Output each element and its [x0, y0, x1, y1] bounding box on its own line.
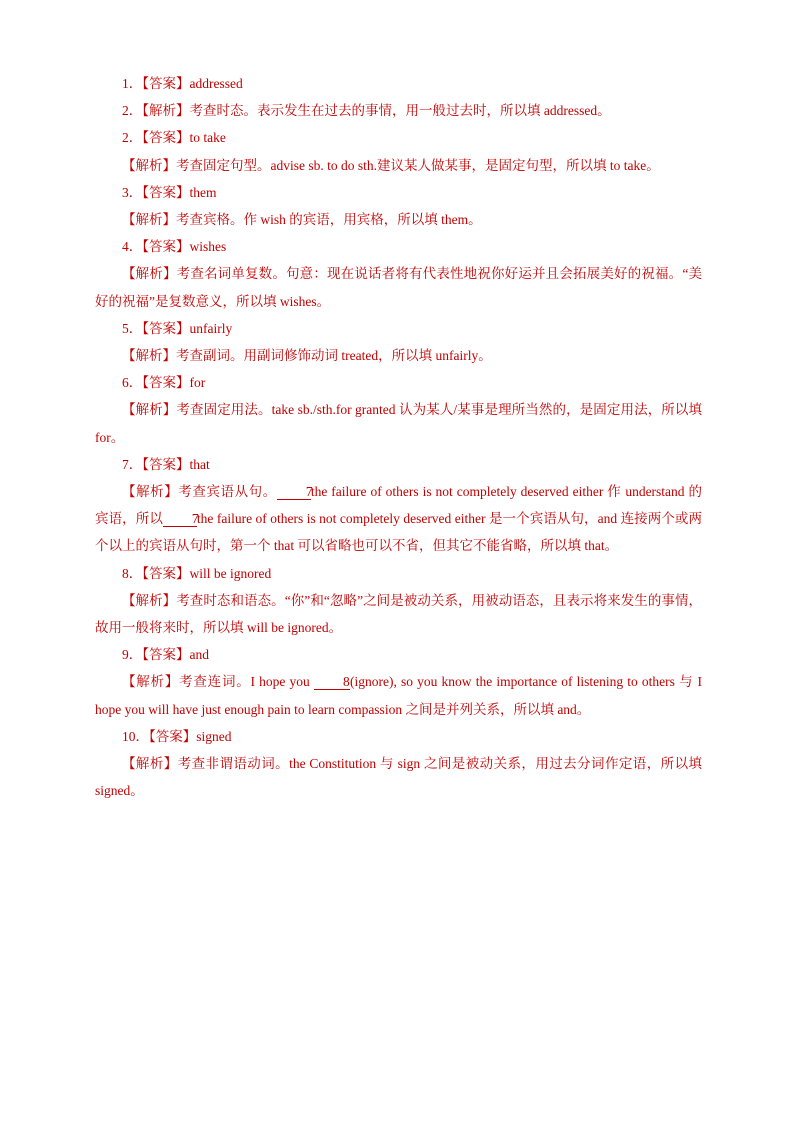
analysis-9-part-2: (ignore), so you know the importance of listening to others 与 I hope you will have just enough pain to learn compassion 之间是并列关系，所以填 and。: [95, 674, 702, 717]
answer-5: 5．【答案】unfairly: [122, 320, 233, 336]
answer-10: 10．【答案】signed: [122, 728, 232, 744]
analysis-6: 【解析】考查固定用法。take sb./sth.for granted 认为某人/某事是理所当然的，是固定用法，所以填 for。: [95, 402, 702, 445]
answer-1: 1．【答案】addressed: [122, 76, 243, 91]
blank-8: 8: [314, 674, 350, 690]
analysis-9: [95, 668, 702, 722]
blank-7: 7: [277, 484, 311, 500]
answer-9: 9．【答案】and: [122, 647, 209, 663]
analysis-2: 【解析】考查固定句型。advise sb. to do sth.建议某人做某事，是固定句型，所以填 to take。: [122, 157, 660, 173]
analysis-5: 【解析】考查副词。用副词修饰动词 treated，所以填 unfairly。: [122, 348, 492, 364]
analysis-7-part-2: the failure of others is not completely deserved either 作 understand 的宾语，所以: [95, 484, 703, 527]
answer-key: [95, 70, 702, 804]
analysis-1: 2．【解析】考查时态。表示发生在过去的事情，用一般过去时，所以填 addressed。: [122, 103, 611, 119]
answer-3: 3．【答案】them: [122, 184, 217, 200]
analysis-7-part-1: 【解析】考查宾语从句。: [122, 484, 277, 500]
answer-4: 4．【答案】wishes: [122, 239, 227, 255]
analysis-7-part-3: the failure of others is not completely deserved either 是一个宾语从句，and 连接两个或两个以上的宾语从句时，第一个 that 可以省略也可以不省，但其它不能省略，所以填 that。: [95, 511, 702, 554]
analysis-9-part-1: 【解析】考查连词。I hope you: [122, 674, 314, 690]
answer-6: 6．【答案】for: [122, 375, 206, 391]
analysis-7: [95, 478, 702, 560]
analysis-3: 【解析】考查宾格。作 wish 的宾语，用宾格，所以填 them。: [122, 212, 482, 228]
analysis-10: 【解析】考查非谓语动词。the Constitution 与 sign 之间是被动关系，用过去分词作定语，所以填 signed。: [95, 756, 702, 799]
answer-7: 7．【答案】that: [122, 456, 210, 472]
analysis-8: 【解析】考查时态和语态。“你”和“忽略”之间是被动关系，用被动语态，且表示将来发生的事情，故用一般将来时，所以填 will be ignored。: [95, 592, 702, 636]
analysis-4: 【解析】考查名词单复数。句意：现在说话者将有代表性地祝你好运并且会拓展美好的祝福。“美好的祝福”是复数意义，所以填 wishes。: [95, 266, 702, 309]
blank-7-repeat: 7: [163, 511, 197, 527]
answer-8: 8．【答案】will be ignored: [122, 565, 272, 581]
answer-2: 2．【答案】to take: [122, 130, 226, 146]
